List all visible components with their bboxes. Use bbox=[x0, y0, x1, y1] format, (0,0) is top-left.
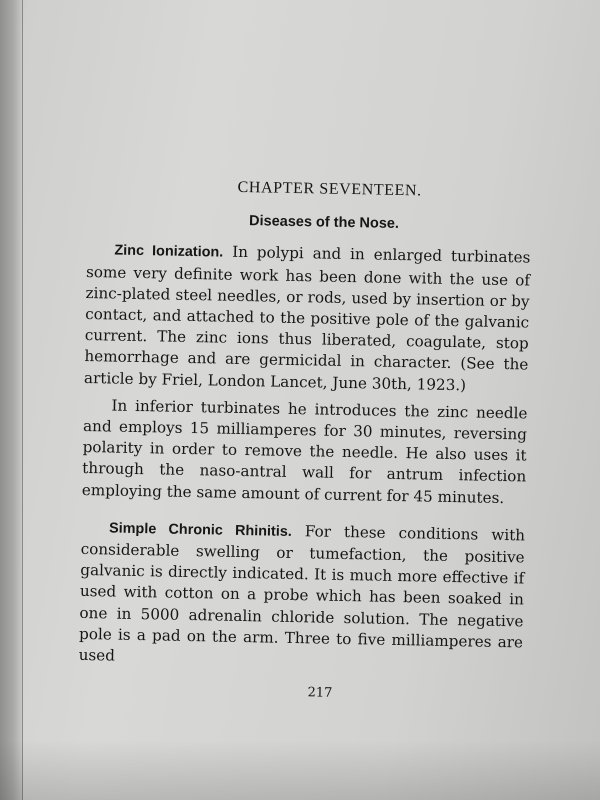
paragraph-simple-chronic-rhinitis bbox=[78, 517, 525, 675]
book-gutter bbox=[0, 0, 22, 800]
paragraph-body: For these conditions with considerable swelling or tumefaction, the positive galvanic is directly indicated. It is much more effective if used with cotton on a probe which has been soaked in one in 5000 adrenalin chloride solution. The negative pole is a pad on the arm. Three to five milliamperes are used bbox=[78, 521, 526, 665]
chapter-title: CHAPTER SEVENTEEN. bbox=[237, 178, 422, 200]
section-title: Diseases of the Nose. bbox=[248, 213, 400, 233]
gutter-edge bbox=[22, 0, 23, 800]
run-in-heading: Simple Chronic Rhinitis. bbox=[108, 520, 292, 540]
page-shadow bbox=[0, 740, 600, 800]
run-in-heading: Zinc Ionization. bbox=[114, 242, 224, 262]
page-text-block bbox=[78, 170, 532, 708]
paragraph-inferior-turbinates bbox=[82, 395, 528, 510]
paragraph-body: In inferior turbinates he introduces the zinc needle and employs 15 milliamperes for 30 minutes, reversing polarity in order to remove the needle. He also uses it through the naso-antral wall for antrum infection employing the same amount of current for 45 minutes. bbox=[81, 396, 528, 507]
page-number: 217 bbox=[307, 685, 333, 702]
paragraph-zinc-ionization bbox=[84, 239, 531, 397]
paragraph-body: In polypi and in enlarged turbinates some very definite work has been done with the use of zinc-plated steel needles, or rods, used by insertion or by contact, and attached to the positive pole of the galvanic current. The zinc ions thus liberated, coagulate, stop hemorrhage and are germicidal in character. (See the article by Friel, London Lancet, June 30th, 1923.) bbox=[83, 243, 531, 394]
